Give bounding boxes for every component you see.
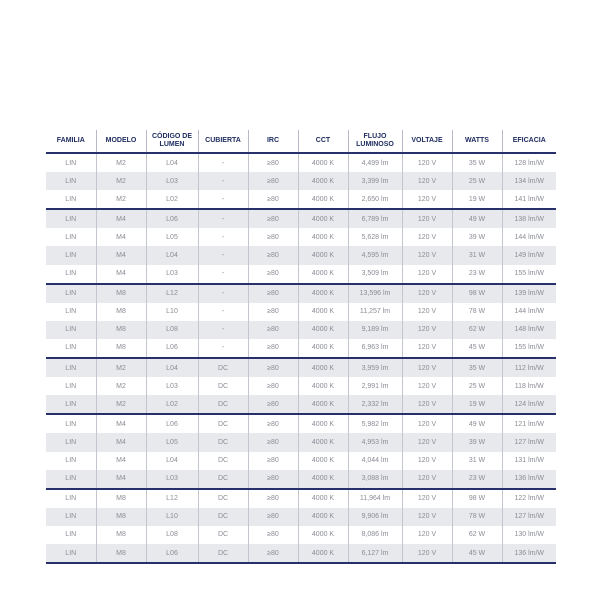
cell-familia: LIN [46,303,96,321]
cell-voltaje: 120 V [402,508,452,526]
cell-irc: ≥80 [248,339,298,358]
cell-eficacia: 134 lm/W [502,172,556,190]
cell-watts: 25 W [452,377,502,395]
cell-familia: LIN [46,544,96,563]
cell-codigo-de-lumen: L02 [146,190,198,209]
cell-watts: 62 W [452,321,502,339]
cell-familia: LIN [46,508,96,526]
cell-modelo: M2 [96,395,146,414]
cell-eficacia: 128 lm/W [502,153,556,172]
cell-codigo-de-lumen: L05 [146,228,198,246]
cell-codigo-de-lumen: L12 [146,489,198,508]
cell-cubierta: - [198,303,248,321]
cell-codigo-de-lumen: L08 [146,321,198,339]
cell-codigo-de-lumen: L04 [146,246,198,264]
cell-cct: 4000 K [298,433,348,451]
cell-flujo-luminoso: 13,596 lm [348,284,402,303]
cell-flujo-luminoso: 6,127 lm [348,544,402,563]
cell-flujo-luminoso: 3,399 lm [348,172,402,190]
cell-codigo-de-lumen: L08 [146,526,198,544]
cell-cct: 4000 K [298,303,348,321]
cell-cct: 4000 K [298,489,348,508]
cell-eficacia: 130 lm/W [502,526,556,544]
table-row [46,209,556,228]
cell-cubierta: - [198,190,248,209]
cell-flujo-luminoso: 9,906 lm [348,508,402,526]
cell-cct: 4000 K [298,395,348,414]
cell-modelo: M8 [96,526,146,544]
cell-familia: LIN [46,209,96,228]
cell-voltaje: 120 V [402,433,452,451]
table-body [46,153,556,563]
cell-voltaje: 120 V [402,284,452,303]
cell-watts: 39 W [452,228,502,246]
cell-voltaje: 120 V [402,414,452,433]
cell-eficacia: 155 lm/W [502,339,556,358]
cell-familia: LIN [46,321,96,339]
table-row [46,153,556,172]
cell-irc: ≥80 [248,228,298,246]
cell-watts: 78 W [452,303,502,321]
cell-flujo-luminoso: 2,650 lm [348,190,402,209]
cell-familia: LIN [46,414,96,433]
cell-watts: 19 W [452,395,502,414]
cell-voltaje: 120 V [402,246,452,264]
cell-voltaje: 120 V [402,489,452,508]
header-flujo-luminoso: FLUJO LUMINOSO [348,130,402,153]
cell-voltaje: 120 V [402,153,452,172]
cell-flujo-luminoso: 11,964 lm [348,489,402,508]
cell-cct: 4000 K [298,172,348,190]
cell-voltaje: 120 V [402,377,452,395]
cell-modelo: M8 [96,508,146,526]
cell-irc: ≥80 [248,489,298,508]
cell-eficacia: 127 lm/W [502,433,556,451]
cell-flujo-luminoso: 9,189 lm [348,321,402,339]
table-row [46,190,556,209]
cell-familia: LIN [46,246,96,264]
cell-eficacia: 139 lm/W [502,284,556,303]
cell-modelo: M4 [96,228,146,246]
cell-voltaje: 120 V [402,172,452,190]
cell-irc: ≥80 [248,526,298,544]
cell-eficacia: 144 lm/W [502,303,556,321]
cell-modelo: M8 [96,321,146,339]
cell-voltaje: 120 V [402,395,452,414]
cell-cubierta: - [198,228,248,246]
cell-watts: 35 W [452,153,502,172]
header-cubierta: CUBIERTA [198,130,248,153]
cell-eficacia: 131 lm/W [502,452,556,470]
cell-eficacia: 121 lm/W [502,414,556,433]
cell-irc: ≥80 [248,414,298,433]
cell-eficacia: 148 lm/W [502,321,556,339]
cell-cubierta: - [198,246,248,264]
cell-voltaje: 120 V [402,452,452,470]
cell-cubierta: DC [198,358,248,377]
cell-voltaje: 120 V [402,321,452,339]
cell-watts: 62 W [452,526,502,544]
cell-cct: 4000 K [298,544,348,563]
cell-cct: 4000 K [298,470,348,489]
cell-voltaje: 120 V [402,470,452,489]
cell-cubierta: - [198,339,248,358]
cell-watts: 23 W [452,470,502,489]
cell-modelo: M8 [96,303,146,321]
cell-familia: LIN [46,172,96,190]
header-eficacia: EFICACIA [502,130,556,153]
table-row [46,414,556,433]
cell-cct: 4000 K [298,452,348,470]
cell-modelo: M4 [96,265,146,284]
cell-modelo: M8 [96,544,146,563]
cell-flujo-luminoso: 8,086 lm [348,526,402,544]
cell-familia: LIN [46,284,96,303]
cell-irc: ≥80 [248,321,298,339]
cell-flujo-luminoso: 4,499 lm [348,153,402,172]
cell-flujo-luminoso: 6,963 lm [348,339,402,358]
cell-flujo-luminoso: 3,088 lm [348,470,402,489]
cell-watts: 19 W [452,190,502,209]
cell-codigo-de-lumen: L04 [146,452,198,470]
table-row [46,433,556,451]
cell-irc: ≥80 [248,246,298,264]
cell-eficacia: 138 lm/W [502,209,556,228]
cell-irc: ≥80 [248,190,298,209]
cell-flujo-luminoso: 2,332 lm [348,395,402,414]
cell-irc: ≥80 [248,470,298,489]
cell-modelo: M4 [96,414,146,433]
cell-flujo-luminoso: 4,953 lm [348,433,402,451]
table-row [46,284,556,303]
cell-watts: 49 W [452,209,502,228]
cell-codigo-de-lumen: L06 [146,339,198,358]
spec-table [46,130,556,564]
cell-cct: 4000 K [298,190,348,209]
header-voltaje: VOLTAJE [402,130,452,153]
cell-codigo-de-lumen: L04 [146,358,198,377]
cell-watts: 78 W [452,508,502,526]
cell-irc: ≥80 [248,265,298,284]
cell-eficacia: 122 lm/W [502,489,556,508]
cell-cct: 4000 K [298,508,348,526]
cell-watts: 45 W [452,544,502,563]
cell-flujo-luminoso: 2,991 lm [348,377,402,395]
cell-eficacia: 127 lm/W [502,508,556,526]
cell-familia: LIN [46,470,96,489]
cell-voltaje: 120 V [402,544,452,563]
cell-familia: LIN [46,395,96,414]
cell-familia: LIN [46,228,96,246]
table-row [46,544,556,563]
cell-cubierta: DC [198,544,248,563]
cell-cubierta: - [198,153,248,172]
cell-flujo-luminoso: 4,595 lm [348,246,402,264]
cell-watts: 35 W [452,358,502,377]
cell-eficacia: 124 lm/W [502,395,556,414]
cell-irc: ≥80 [248,508,298,526]
cell-watts: 39 W [452,433,502,451]
table-row [46,303,556,321]
table-row [46,358,556,377]
cell-cct: 4000 K [298,228,348,246]
table-row [46,526,556,544]
cell-watts: 31 W [452,452,502,470]
cell-irc: ≥80 [248,153,298,172]
cell-modelo: M8 [96,489,146,508]
spec-table-container [46,130,556,564]
cell-cubierta: DC [198,414,248,433]
header-codigo-de-lumen: CÓDIGO DE LUMEN [146,130,198,153]
cell-codigo-de-lumen: L04 [146,153,198,172]
cell-codigo-de-lumen: L03 [146,470,198,489]
cell-voltaje: 120 V [402,265,452,284]
cell-flujo-luminoso: 5,628 lm [348,228,402,246]
cell-voltaje: 120 V [402,303,452,321]
cell-cubierta: DC [198,489,248,508]
header-watts: WATTS [452,130,502,153]
cell-voltaje: 120 V [402,526,452,544]
cell-codigo-de-lumen: L10 [146,303,198,321]
table-row [46,489,556,508]
cell-watts: 25 W [452,172,502,190]
table-row [46,508,556,526]
table-row [46,172,556,190]
cell-cct: 4000 K [298,265,348,284]
cell-cct: 4000 K [298,209,348,228]
cell-familia: LIN [46,358,96,377]
table-row [46,265,556,284]
cell-voltaje: 120 V [402,190,452,209]
cell-codigo-de-lumen: L02 [146,395,198,414]
cell-cct: 4000 K [298,153,348,172]
cell-familia: LIN [46,190,96,209]
cell-modelo: M4 [96,452,146,470]
cell-eficacia: 118 lm/W [502,377,556,395]
cell-watts: 23 W [452,265,502,284]
table-row [46,395,556,414]
table-row [46,321,556,339]
cell-cct: 4000 K [298,414,348,433]
table-header-row [46,130,556,153]
cell-modelo: M4 [96,433,146,451]
cell-eficacia: 149 lm/W [502,246,556,264]
cell-modelo: M4 [96,209,146,228]
cell-cubierta: - [198,172,248,190]
cell-codigo-de-lumen: L03 [146,265,198,284]
cell-familia: LIN [46,265,96,284]
cell-irc: ≥80 [248,303,298,321]
cell-cubierta: - [198,209,248,228]
table-row [46,470,556,489]
header-cct: CCT [298,130,348,153]
cell-modelo: M8 [96,284,146,303]
cell-eficacia: 136 lm/W [502,544,556,563]
cell-watts: 98 W [452,284,502,303]
cell-codigo-de-lumen: L03 [146,377,198,395]
cell-familia: LIN [46,489,96,508]
cell-cubierta: DC [198,395,248,414]
cell-cubierta: DC [198,377,248,395]
cell-eficacia: 144 lm/W [502,228,556,246]
table-row [46,228,556,246]
cell-watts: 98 W [452,489,502,508]
cell-irc: ≥80 [248,544,298,563]
cell-irc: ≥80 [248,395,298,414]
cell-flujo-luminoso: 4,044 lm [348,452,402,470]
cell-familia: LIN [46,433,96,451]
cell-watts: 45 W [452,339,502,358]
cell-modelo: M4 [96,246,146,264]
cell-cubierta: - [198,321,248,339]
cell-cubierta: - [198,284,248,303]
cell-cubierta: DC [198,470,248,489]
cell-modelo: M2 [96,190,146,209]
table-row [46,339,556,358]
cell-modelo: M2 [96,358,146,377]
cell-irc: ≥80 [248,284,298,303]
cell-cct: 4000 K [298,377,348,395]
cell-cubierta: DC [198,452,248,470]
header-irc: IRC [248,130,298,153]
cell-familia: LIN [46,339,96,358]
cell-modelo: M4 [96,470,146,489]
cell-familia: LIN [46,153,96,172]
cell-flujo-luminoso: 11,257 lm [348,303,402,321]
cell-flujo-luminoso: 5,982 lm [348,414,402,433]
cell-modelo: M2 [96,153,146,172]
cell-codigo-de-lumen: L05 [146,433,198,451]
cell-voltaje: 120 V [402,228,452,246]
cell-codigo-de-lumen: L03 [146,172,198,190]
cell-irc: ≥80 [248,433,298,451]
cell-cct: 4000 K [298,339,348,358]
cell-familia: LIN [46,452,96,470]
cell-irc: ≥80 [248,209,298,228]
cell-cct: 4000 K [298,358,348,377]
cell-cubierta: DC [198,433,248,451]
cell-flujo-luminoso: 3,959 lm [348,358,402,377]
cell-modelo: M2 [96,172,146,190]
cell-modelo: M8 [96,339,146,358]
cell-cubierta: DC [198,508,248,526]
cell-cubierta: - [198,265,248,284]
table-row [46,452,556,470]
cell-codigo-de-lumen: L12 [146,284,198,303]
cell-irc: ≥80 [248,452,298,470]
cell-eficacia: 141 lm/W [502,190,556,209]
cell-codigo-de-lumen: L10 [146,508,198,526]
header-modelo: MODELO [96,130,146,153]
cell-cct: 4000 K [298,246,348,264]
cell-eficacia: 136 lm/W [502,470,556,489]
cell-cubierta: DC [198,526,248,544]
cell-flujo-luminoso: 3,509 lm [348,265,402,284]
cell-voltaje: 120 V [402,358,452,377]
cell-eficacia: 155 lm/W [502,265,556,284]
cell-cct: 4000 K [298,321,348,339]
cell-watts: 31 W [452,246,502,264]
cell-irc: ≥80 [248,358,298,377]
cell-voltaje: 120 V [402,209,452,228]
cell-flujo-luminoso: 6,789 lm [348,209,402,228]
cell-familia: LIN [46,377,96,395]
table-row [46,246,556,264]
header-familia: FAMILIA [56,137,85,144]
cell-voltaje: 120 V [402,339,452,358]
cell-irc: ≥80 [248,377,298,395]
cell-irc: ≥80 [248,172,298,190]
cell-codigo-de-lumen: L06 [146,414,198,433]
cell-watts: 49 W [452,414,502,433]
table-row [46,377,556,395]
cell-cct: 4000 K [298,526,348,544]
cell-codigo-de-lumen: L06 [146,209,198,228]
cell-codigo-de-lumen: L06 [146,544,198,563]
cell-eficacia: 112 lm/W [502,358,556,377]
cell-cct: 4000 K [298,284,348,303]
cell-familia: LIN [46,526,96,544]
cell-modelo: M2 [96,377,146,395]
